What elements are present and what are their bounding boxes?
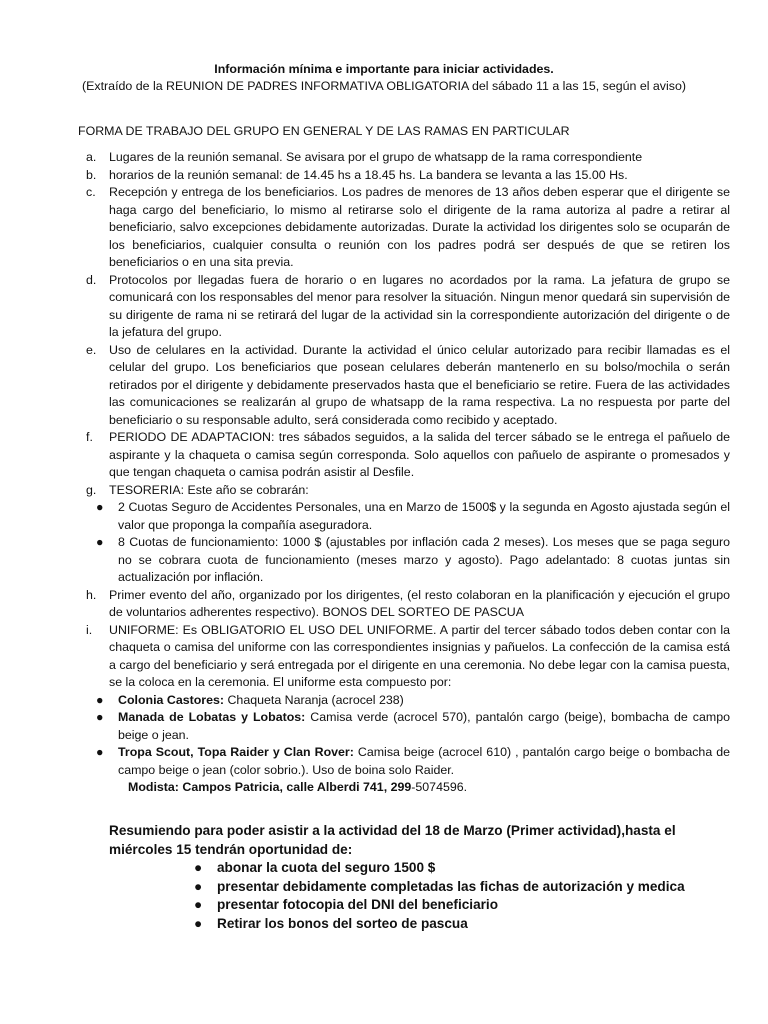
document-title: Información mínima e importante para iniciar actividades. — [214, 62, 554, 76]
bullet-icon: ● — [96, 692, 104, 707]
bullet-icon: ● — [194, 878, 203, 894]
bullet-icon: ● — [96, 500, 104, 514]
list-item-d — [0, 272, 768, 342]
uniform-bullets — [96, 692, 731, 797]
item-text: UNIFORME: Es OBLIGATORIO EL USO DEL UNIFORME. A partir del tercer sábado todos deben contar con la chaqueta o camisa del uniforme con las correspondientes insignias y pañuelos. La confección de la camisa está a cargo del beneficiario y será entregada por el dirigente en una ceremonia. No debe legar con la camisa puesta, se la coloca en la ceremonia. El uniforme esta compuesto por: — [109, 622, 730, 689]
item-text: TESORERIA: Este año se cobrarán: — [109, 482, 309, 497]
summary-list — [109, 859, 739, 933]
item-marker: i. — [86, 622, 93, 637]
item-marker: b. — [86, 167, 97, 182]
tesoreria-bullets — [96, 499, 730, 587]
bullet-icon: ● — [194, 860, 203, 875]
item-list — [0, 149, 768, 797]
item-text: horarios de la reunión semanal: de 14.45 hs a 18.45 hs. La bandera se levanta a las 15.00 Hs. — [109, 167, 628, 182]
bullet-icon: ● — [194, 897, 203, 912]
item-marker: h. — [86, 587, 97, 602]
summary-item-text: presentar fotocopia del DNI del beneficiario — [217, 897, 498, 912]
uniform-item — [0, 692, 730, 710]
summary-item-text: presentar debidamente completadas las fichas de autorización y medica — [217, 878, 685, 894]
item-text: Uso de celulares en la actividad. Durante la actividad el único celular autorizado para recibir llamadas es el celular del grupo. Los beneficiarios que posean celulares deberán mantenerlo en su bolso/mochila o serán retirados por el dirigente y debidamente preservados hasta que el beneficiario se retire. Fuera de las actividades las comunicaciones se realizarán al grupo de whatsapp de la rama respectiva. La no respuesta por parte del beneficiario o su responsable adulto, será considerada como recibido y aceptado. — [109, 342, 730, 427]
list-item-e — [0, 342, 768, 430]
modista-phone: -5074596. — [411, 780, 468, 794]
modista-line — [118, 779, 730, 797]
item-marker: e. — [86, 342, 97, 357]
list-item-g — [0, 482, 768, 587]
item-marker: f. — [86, 430, 93, 444]
summary-intro: Resumiendo para poder asistir a la actividad del 18 de Marzo (Primer actividad),hasta el miércoles 15 tendrán oportunidad de: — [109, 823, 676, 857]
list-item-c — [0, 184, 768, 272]
bullet-text: 8 Cuotas de funcionamiento: 1000 $ (ajustables por inflación cada 2 meses). Los meses que se paga seguro no se cobrara cuota de funcionamiento (meses marzo y agosto). Pago adelantado: 8 cuotas juntas sin actualización por inflación. — [118, 535, 730, 584]
summary-item — [109, 878, 739, 897]
list-item-b — [0, 167, 768, 185]
summary-item — [109, 859, 739, 878]
bullet-item — [0, 534, 730, 587]
bullet-icon: ● — [96, 535, 104, 549]
summary-item — [109, 896, 739, 915]
bullet-icon: ● — [194, 915, 203, 931]
uniform-item — [0, 709, 730, 744]
bullet-item — [0, 499, 730, 534]
modista-label: Modista: Campos Patricia, calle Alberdi 741, 299 — [128, 780, 412, 794]
item-marker: g. — [86, 482, 97, 497]
document-subtitle: (Extraído de la REUNION DE PADRES INFORMATIVA OBLIGATORIA del sábado 11 a las 15, según el aviso) — [82, 79, 686, 93]
uniform-text: Camisa beige (acrocel 610) , pantalón cargo beige o bombacha de campo beige o jean (color sobrio.). Uso de boina solo Raider. — [118, 745, 731, 777]
bullet-icon: ● — [96, 745, 104, 759]
list-item-a — [0, 149, 768, 167]
summary-item-text: Retirar los bonos del sorteo de pascua — [217, 915, 468, 931]
uniform-label: Tropa Scout, Topa Raider y Clan Rover: — [118, 745, 354, 759]
bullet-text: 2 Cuotas Seguro de Accidentes Personales, una en Marzo de 1500$ y la segunda en Agosto ajustada según el valor que proponga la compañía aseguradora. — [118, 500, 730, 532]
list-item-i — [0, 622, 768, 797]
bullet-icon: ● — [96, 710, 104, 724]
item-marker: c. — [86, 185, 96, 199]
uniform-item — [0, 744, 730, 797]
item-text: Protocolos por llegadas fuera de horario o en lugares no acordados por la rama. La jefatura de grupo se comunicará con los responsables del menor para resolver la situación. Ningun menor quedará sin supervisión de su dirigente de rama ni se retirará del lugar de la actividad sin la correspondiente autorización del dirigente o de la jefatura del grupo. — [109, 272, 730, 339]
summary-item — [109, 915, 739, 934]
summary-item-text: abonar la cuota del seguro 1500 $ — [217, 860, 436, 875]
item-text: Recepción y entrega de los beneficiarios. Los padres de menores de 13 años deben esperar que el dirigente se haga cargo del beneficiario, lo mismo al retirarse solo el dirigente de la rama autoriza al padre a retirar al beneficiario, salvo excepciones debidamente autorizadas. Durate la actividad los dirigentes solo se ocuparán de los beneficiarios, cualquier consulta o reunión con los padres podrá ser después de que se retiren los beneficiarios o en una sita previa. — [109, 185, 730, 269]
uniform-text: Camisa verde (acrocel 570), pantalón cargo (beige), bombacha de campo beige o jean. — [118, 710, 730, 742]
summary-section — [109, 822, 739, 933]
section-heading: FORMA DE TRABAJO DEL GRUPO EN GENERAL Y DE LAS RAMAS EN PARTICULAR — [78, 124, 570, 138]
item-text: PERIODO DE ADAPTACION: tres sábados seguidos, a la salida del tercer sábado se le entrega el pañuelo de aspirante y la chaqueta o camisa según corresponda. Solo aquellos con pañuelo de aspirante o promesados y que tengan chaqueta o camisa podrán asistir al Desfile. — [109, 430, 730, 479]
uniform-text: Chaqueta Naranja (acrocel 238) — [224, 692, 404, 707]
list-item-f — [0, 429, 768, 482]
item-text: Primer evento del año, organizado por los dirigentes, (el resto colaboran en la planificación y ejecución el grupo de voluntarios adherentes respectivo). BONOS DEL SORTEO DE PASCUA — [109, 587, 730, 619]
item-marker: d. — [86, 272, 97, 287]
list-item-h — [0, 587, 768, 622]
uniform-label: Manada de Lobatas y Lobatos: — [118, 710, 306, 724]
uniform-label: Colonia Castores: — [118, 692, 225, 707]
item-marker: a. — [86, 150, 97, 164]
item-text: Lugares de la reunión semanal. Se avisara por el grupo de whatsapp de la rama correspondiente — [109, 150, 643, 164]
